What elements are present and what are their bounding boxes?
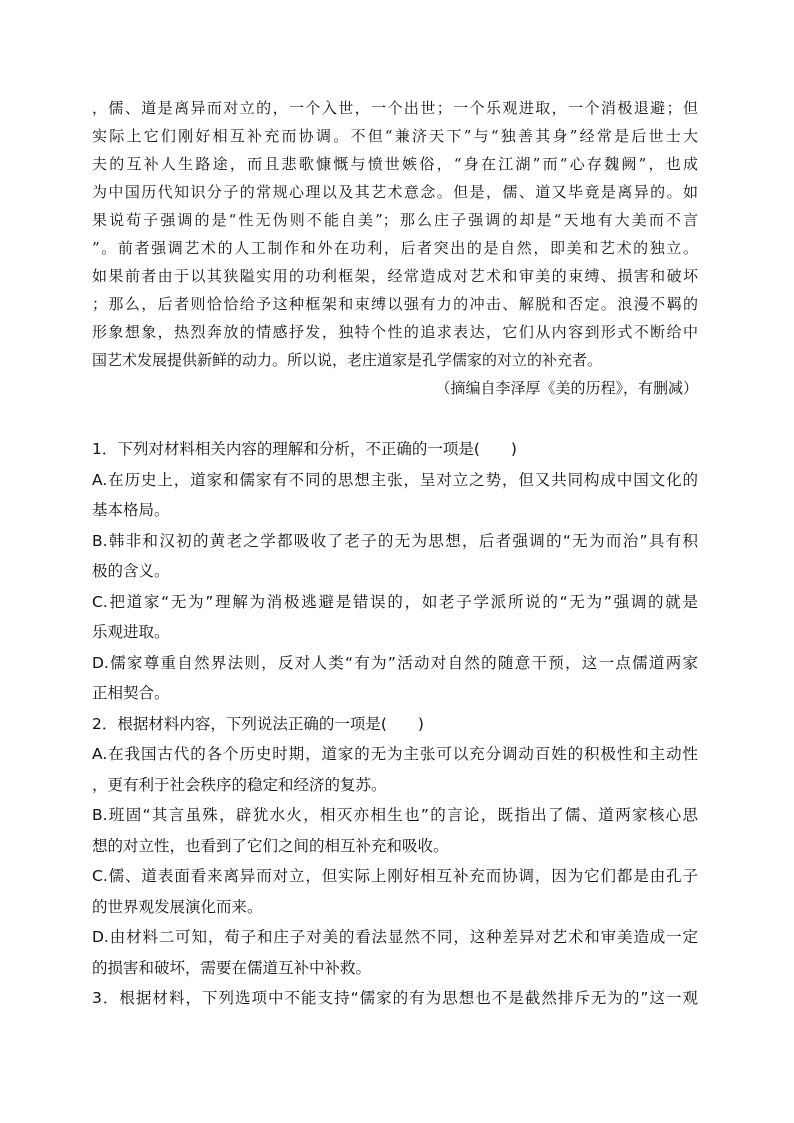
option-1b: B.韩非和汉初的黄老之学都吸收了老子的无为思想，后者强调的“无为而治”具有积: [92, 531, 698, 550]
passage-line-last: 国艺术发展提供新鲜的动力。所以说，老庄道家是孔学儒家的对立的补充者。: [92, 351, 603, 369]
passage-line: 为中国历代知识分子的常规心理以及其艺术意念。但是，儒、道又毕竟是离异的。如: [92, 183, 698, 201]
option-2b: B.班固“其言虽殊，辟犹水火，相灭亦相生也”的言论，既指出了儒、道两家核心思: [92, 806, 698, 824]
option-2d-cont: 的损害和破坏，需要在儒道互补中补救。: [92, 958, 372, 977]
question-section: [92, 434, 698, 1014]
option-1a-cont: 基本格局。: [92, 501, 170, 519]
passage-line: 夫的互补人生路途，而且悲歌慷慨与愤世嫉俗，“身在江湖”而“心存魏阙”，也成: [92, 155, 698, 173]
option-1c: C.把道家“无为”理解为消极逃避是错误的，如老子学派所说的“无为”强调的就是: [92, 592, 698, 611]
question-stem-2: 2．根据材料内容，下列说法正确的一项是( ): [92, 714, 424, 733]
passage-line: ，儒、道是离异而对立的，一个入世，一个出世；一个乐观进取，一个消极退避；但: [92, 99, 698, 117]
option-1d: D.儒家尊重自然界法则，反对人类“有为”活动对自然的随意干预，这一点儒道两家: [92, 653, 698, 672]
option-2a: A.在我国古代的各个历史时期，道家的无为主张可以充分调动百姓的积极性和主动性: [92, 745, 698, 763]
question-stem-3: 3．根据材料，下列选项中不能支持“儒家的有为思想也不是截然排斥无为的”这一观: [92, 989, 698, 1007]
passage-line: 果说荀子强调的是“性无伪则不能自美”；那么庄子强调的却是“天地有大美而不言: [92, 211, 698, 229]
passage-line: 实际上它们刚好相互补充而协调。不但“兼济天下”与“独善其身”经常是后世士大: [92, 127, 698, 145]
question-stem-1: 1．下列对材料相关内容的理解和分析，不正确的一项是( ): [92, 440, 517, 458]
passage-source: （摘编自李泽厚《美的历程》，有删减）: [435, 379, 698, 397]
option-2d: D.由材料二可知，荀子和庄子对美的看法显然不同，这种差异对艺术和审美造成一定: [92, 928, 698, 946]
reading-passage: [92, 94, 698, 404]
option-2a-cont: ，更有利于社会秩序的稳定和经济的复苏。: [92, 775, 387, 794]
passage-line: ”。前者强调艺术的人工制作和外在功利，后者突出的是自然，即美和艺术的独立。: [92, 239, 698, 257]
passage-line: 形象想象，热烈奔放的情感抒发，独特个性的追求表达，它们从内容到形式不断给中: [92, 323, 698, 341]
passage-line: 如果前者由于以其狭隘实用的功利框架，经常造成对艺术和审美的束缚、损害和破坏: [92, 267, 698, 285]
option-1b-cont: 极的含义。: [92, 562, 170, 580]
option-1c-cont: 乐观进取。: [92, 623, 170, 641]
option-2b-cont: 想的对立性，也看到了它们之间的相互补充和吸收。: [92, 836, 449, 855]
option-2c-cont: 的世界观发展演化而来。: [92, 897, 263, 916]
option-1d-cont: 正相契合。: [92, 684, 170, 702]
passage-line: ；那么，后者则恰恰给予这种框架和束缚以强有力的冲击、解脱和否定。浪漫不羁的: [92, 295, 698, 313]
option-1a: A.在历史上，道家和儒家有不同的思想主张，呈对立之势，但又共同构成中国文化的: [92, 470, 698, 489]
option-2c: C.儒、道表面看来离异而对立，但实际上刚好相互补充而协调，因为它们都是由孔子: [92, 867, 698, 885]
